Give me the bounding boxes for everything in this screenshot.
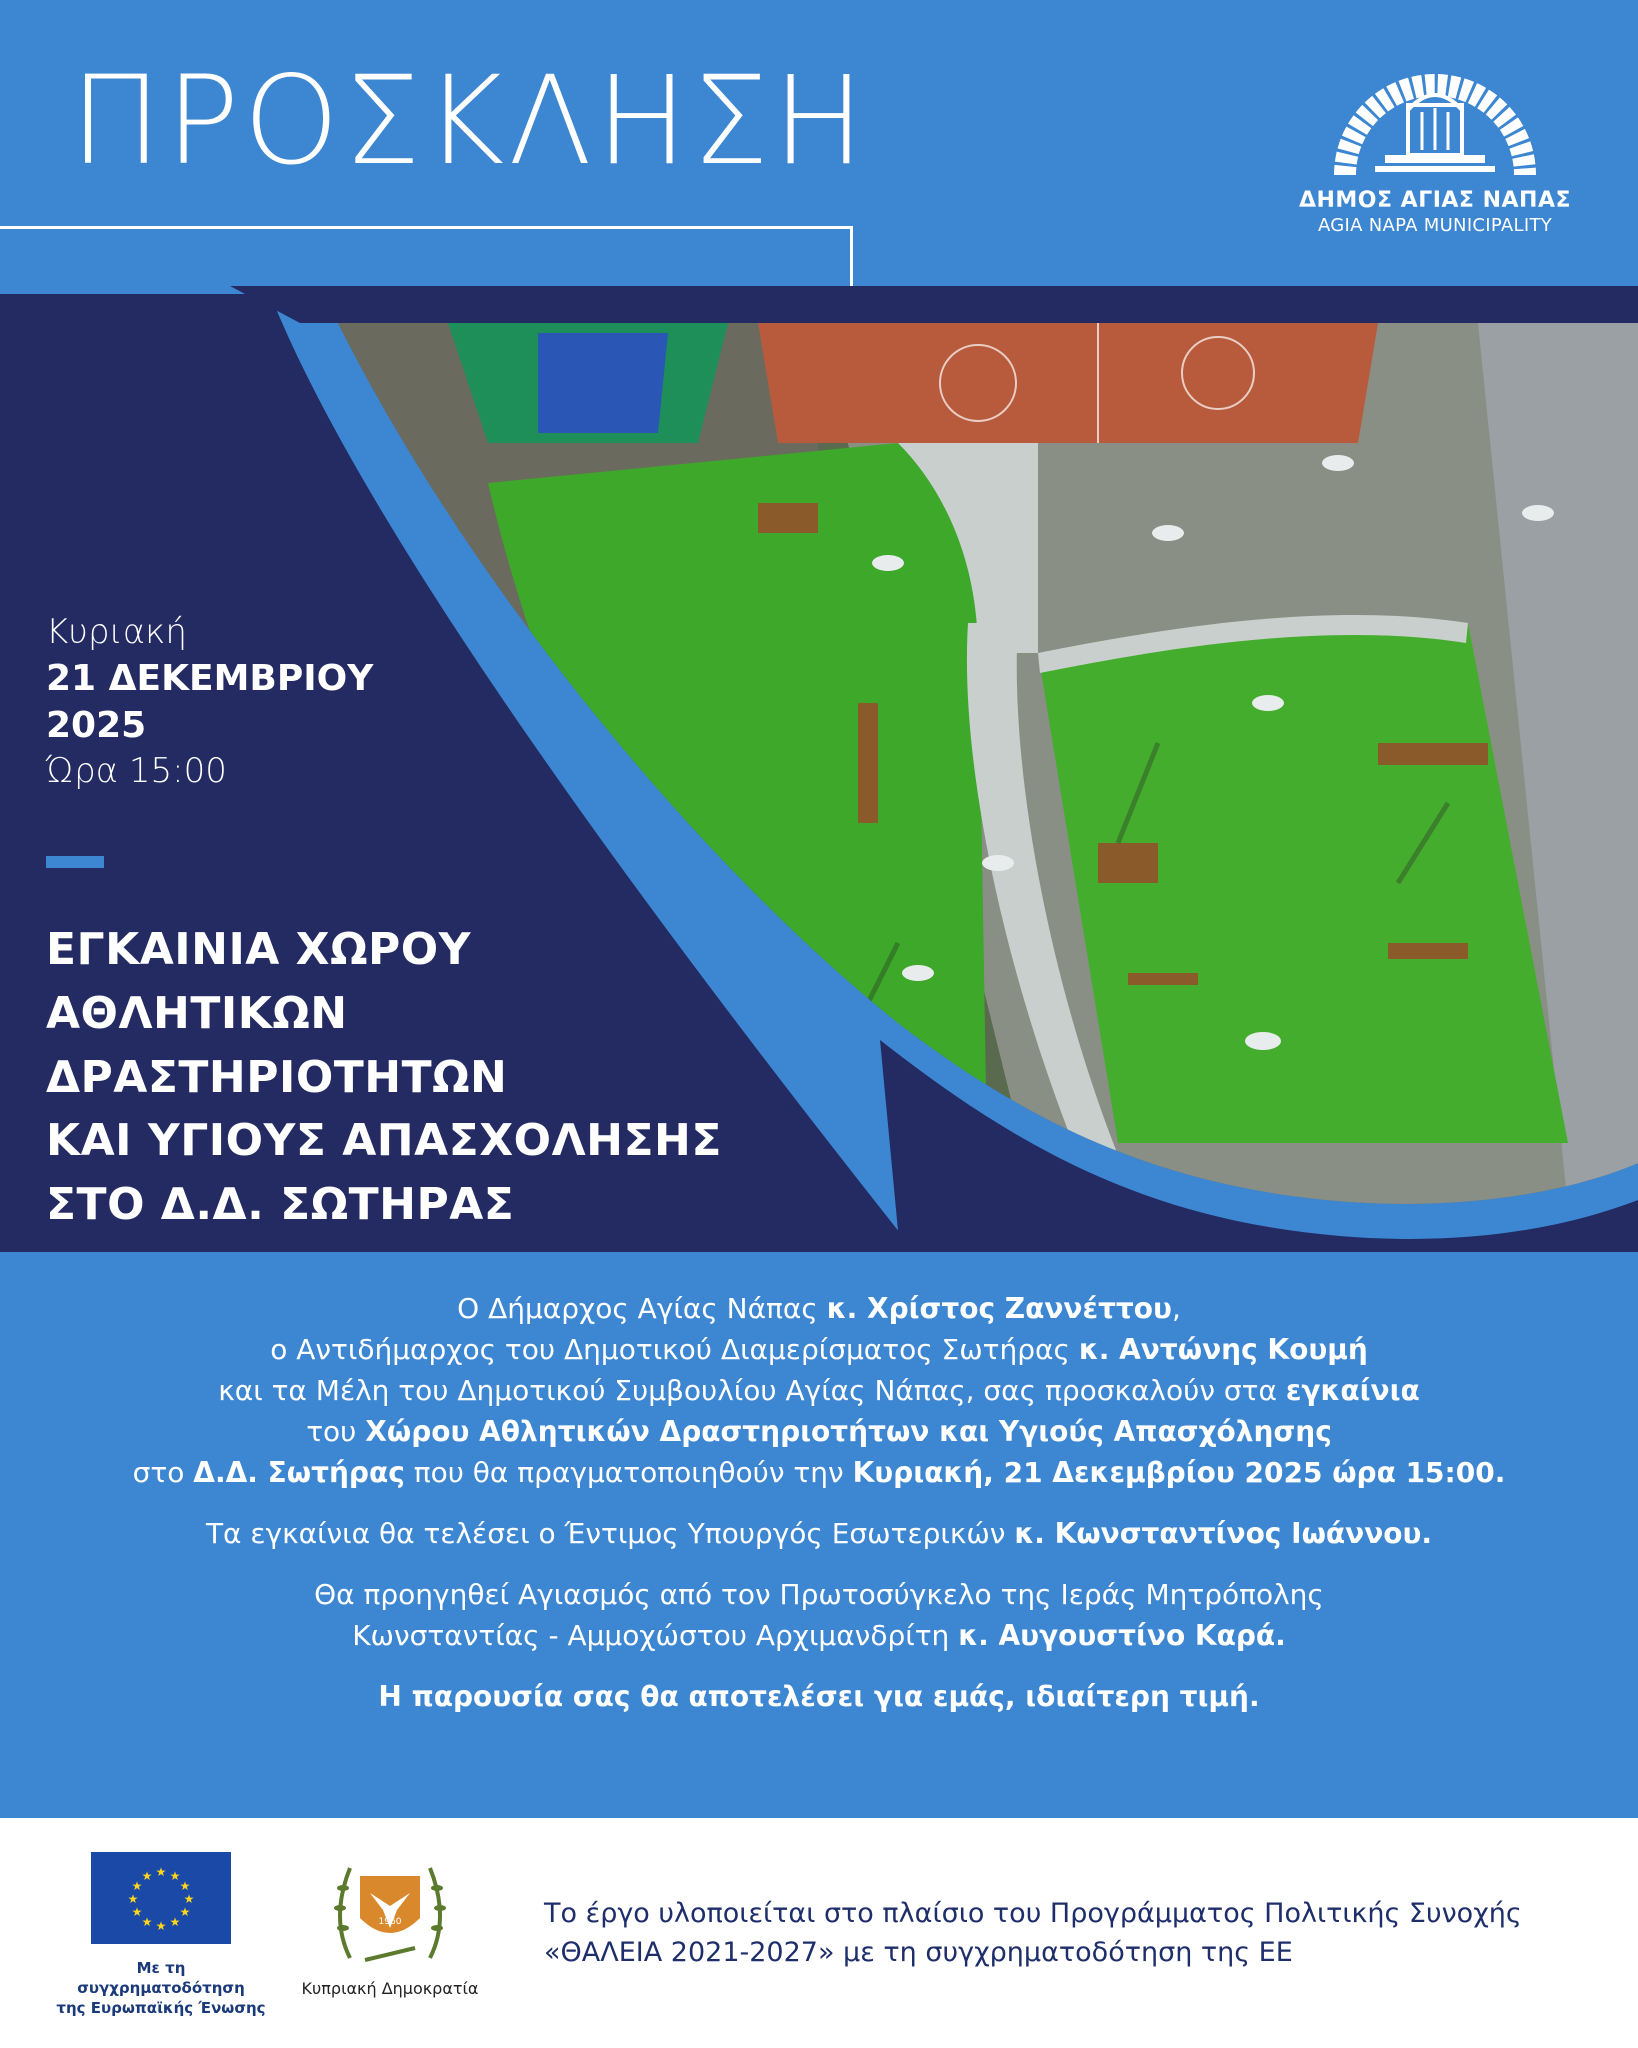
svg-text:★: ★ [155, 1919, 167, 1933]
eu-flag-icon [91, 1852, 231, 1944]
svg-text:★: ★ [131, 1879, 143, 1893]
eu-caption: Με τη συγχρηματοδότηση της Ευρωπαϊκής Ένωσης [56, 1959, 266, 2017]
event-date [46, 610, 373, 795]
event-title-line: ΣΤΟ Δ.Δ. ΣΩΤΗΡΑΣ [46, 1179, 515, 1231]
svg-text:★: ★ [131, 1905, 143, 1919]
invitation-closing [30, 1676, 1608, 1717]
body-line: Κωνσταντίας - Αμμοχώστου Αρχιμανδρίτη κ. Αυγουστίνο Καρά. [352, 1619, 1286, 1652]
title-frame-line [0, 226, 853, 229]
eu-logo [56, 1852, 266, 2018]
svg-text:★: ★ [183, 1892, 195, 1906]
title-frame-corner [850, 226, 853, 286]
svg-text:★: ★ [155, 1865, 167, 1879]
svg-text:★: ★ [179, 1879, 191, 1893]
event-title [46, 918, 722, 1237]
cyprus-emblem-icon [325, 1848, 455, 1968]
svg-text:★: ★ [141, 1869, 153, 1883]
arch-logo-icon [1330, 50, 1540, 180]
event-title-line: ΚΑΙ ΥΓΙΟΥΣ ΑΠΑΣΧΟΛΗΣΗΣ [46, 1115, 722, 1167]
event-title-line: ΕΓΚΑΙΝΙΑ ΧΩΡΟΥ [46, 924, 472, 975]
invitation-paragraph-2 [30, 1513, 1608, 1554]
logo-name-greek: ΔΗΜΟΣ ΑΓΙΑΣ ΝΑΠΑΣ [1298, 188, 1572, 213]
svg-text:★: ★ [127, 1892, 139, 1906]
invitation-text [30, 1288, 1608, 1737]
svg-text:★: ★ [169, 1869, 181, 1883]
event-day: Κυριακή [46, 612, 187, 652]
event-title-line: ΑΘΛΗΤΙΚΩΝ [46, 987, 348, 1039]
accent-dash [46, 856, 104, 868]
funding-note-line: «ΘΑΛΕΙΑ 2021-2027» με τη συγχρηματοδότηση της ΕΕ [544, 1937, 1293, 1968]
invitation-paragraph-3 [30, 1574, 1608, 1656]
body-line: και τα Μέλη του Δημοτικού Συμβουλίου Αγίας Νάπας, σας προσκαλούν στα εγκαίνια [218, 1374, 1420, 1407]
body-line: Τα εγκαίνια θα τελέσει ο Έντιμος Υπουργός Εσωτερικών κ. Κωνσταντίνος Ιωάννου. [205, 1517, 1433, 1550]
closing-line: Η παρουσία σας θα αποτελέσει για εμάς, ιδιαίτερη τιμή. [378, 1680, 1260, 1713]
navy-ribbon [230, 286, 1638, 323]
body-line: στο Δ.Δ. Σωτήρας που θα πραγματοποιηθούν την Κυριακή, 21 Δεκεμβρίου 2025 ώρα 15:00. [132, 1456, 1506, 1489]
event-date-text: 21 ΔΕΚΕΜΒΡΙΟΥ [46, 657, 374, 699]
svg-text:★: ★ [141, 1915, 153, 1929]
event-year: 2025 [46, 704, 147, 746]
event-title-line: ΔΡΑΣΤΗΡΙΟΤΗΤΩΝ [46, 1051, 508, 1103]
body-line: Ο Δήμαρχος Αγίας Νάπας κ. Χρίστος Ζαννέττου, [457, 1292, 1181, 1325]
body-line: Θα προηγηθεί Αγιασμός από τον Πρωτοσύγκελο της Ιεράς Μητρόπολης [314, 1578, 1324, 1611]
cyprus-emblem [290, 1848, 490, 1998]
funding-note-line: Το έργο υλοποιείται στο πλαίσιο του Προγράμματος Πολιτικής Συνοχής [544, 1898, 1522, 1929]
logo-name-english: AGIA NAPA MUNICIPALITY [1317, 215, 1553, 236]
municipality-logo [1290, 50, 1580, 236]
page-title: ΠΡΟΣΚΛΗΣΗ [70, 50, 869, 192]
footer [0, 1818, 1638, 2048]
svg-text:1960: 1960 [378, 1917, 402, 1927]
event-time: Ώρα 15:00 [46, 751, 227, 792]
body-line: ο Αντιδήμαρχος του Δημοτικού Διαμερίσματος Σωτήρας κ. Αντώνης Κουμή [270, 1333, 1368, 1366]
invitation-paragraph-1 [30, 1288, 1608, 1493]
cyprus-caption: Κυπριακή Δημοκρατία [301, 1979, 479, 1998]
svg-text:★: ★ [179, 1905, 191, 1919]
body-line: του Χώρου Αθλητικών Δραστηριοτήτων και Υγιούς Απασχόλησης [306, 1415, 1332, 1448]
svg-text:★: ★ [169, 1915, 181, 1929]
funding-note [544, 1894, 1624, 1972]
